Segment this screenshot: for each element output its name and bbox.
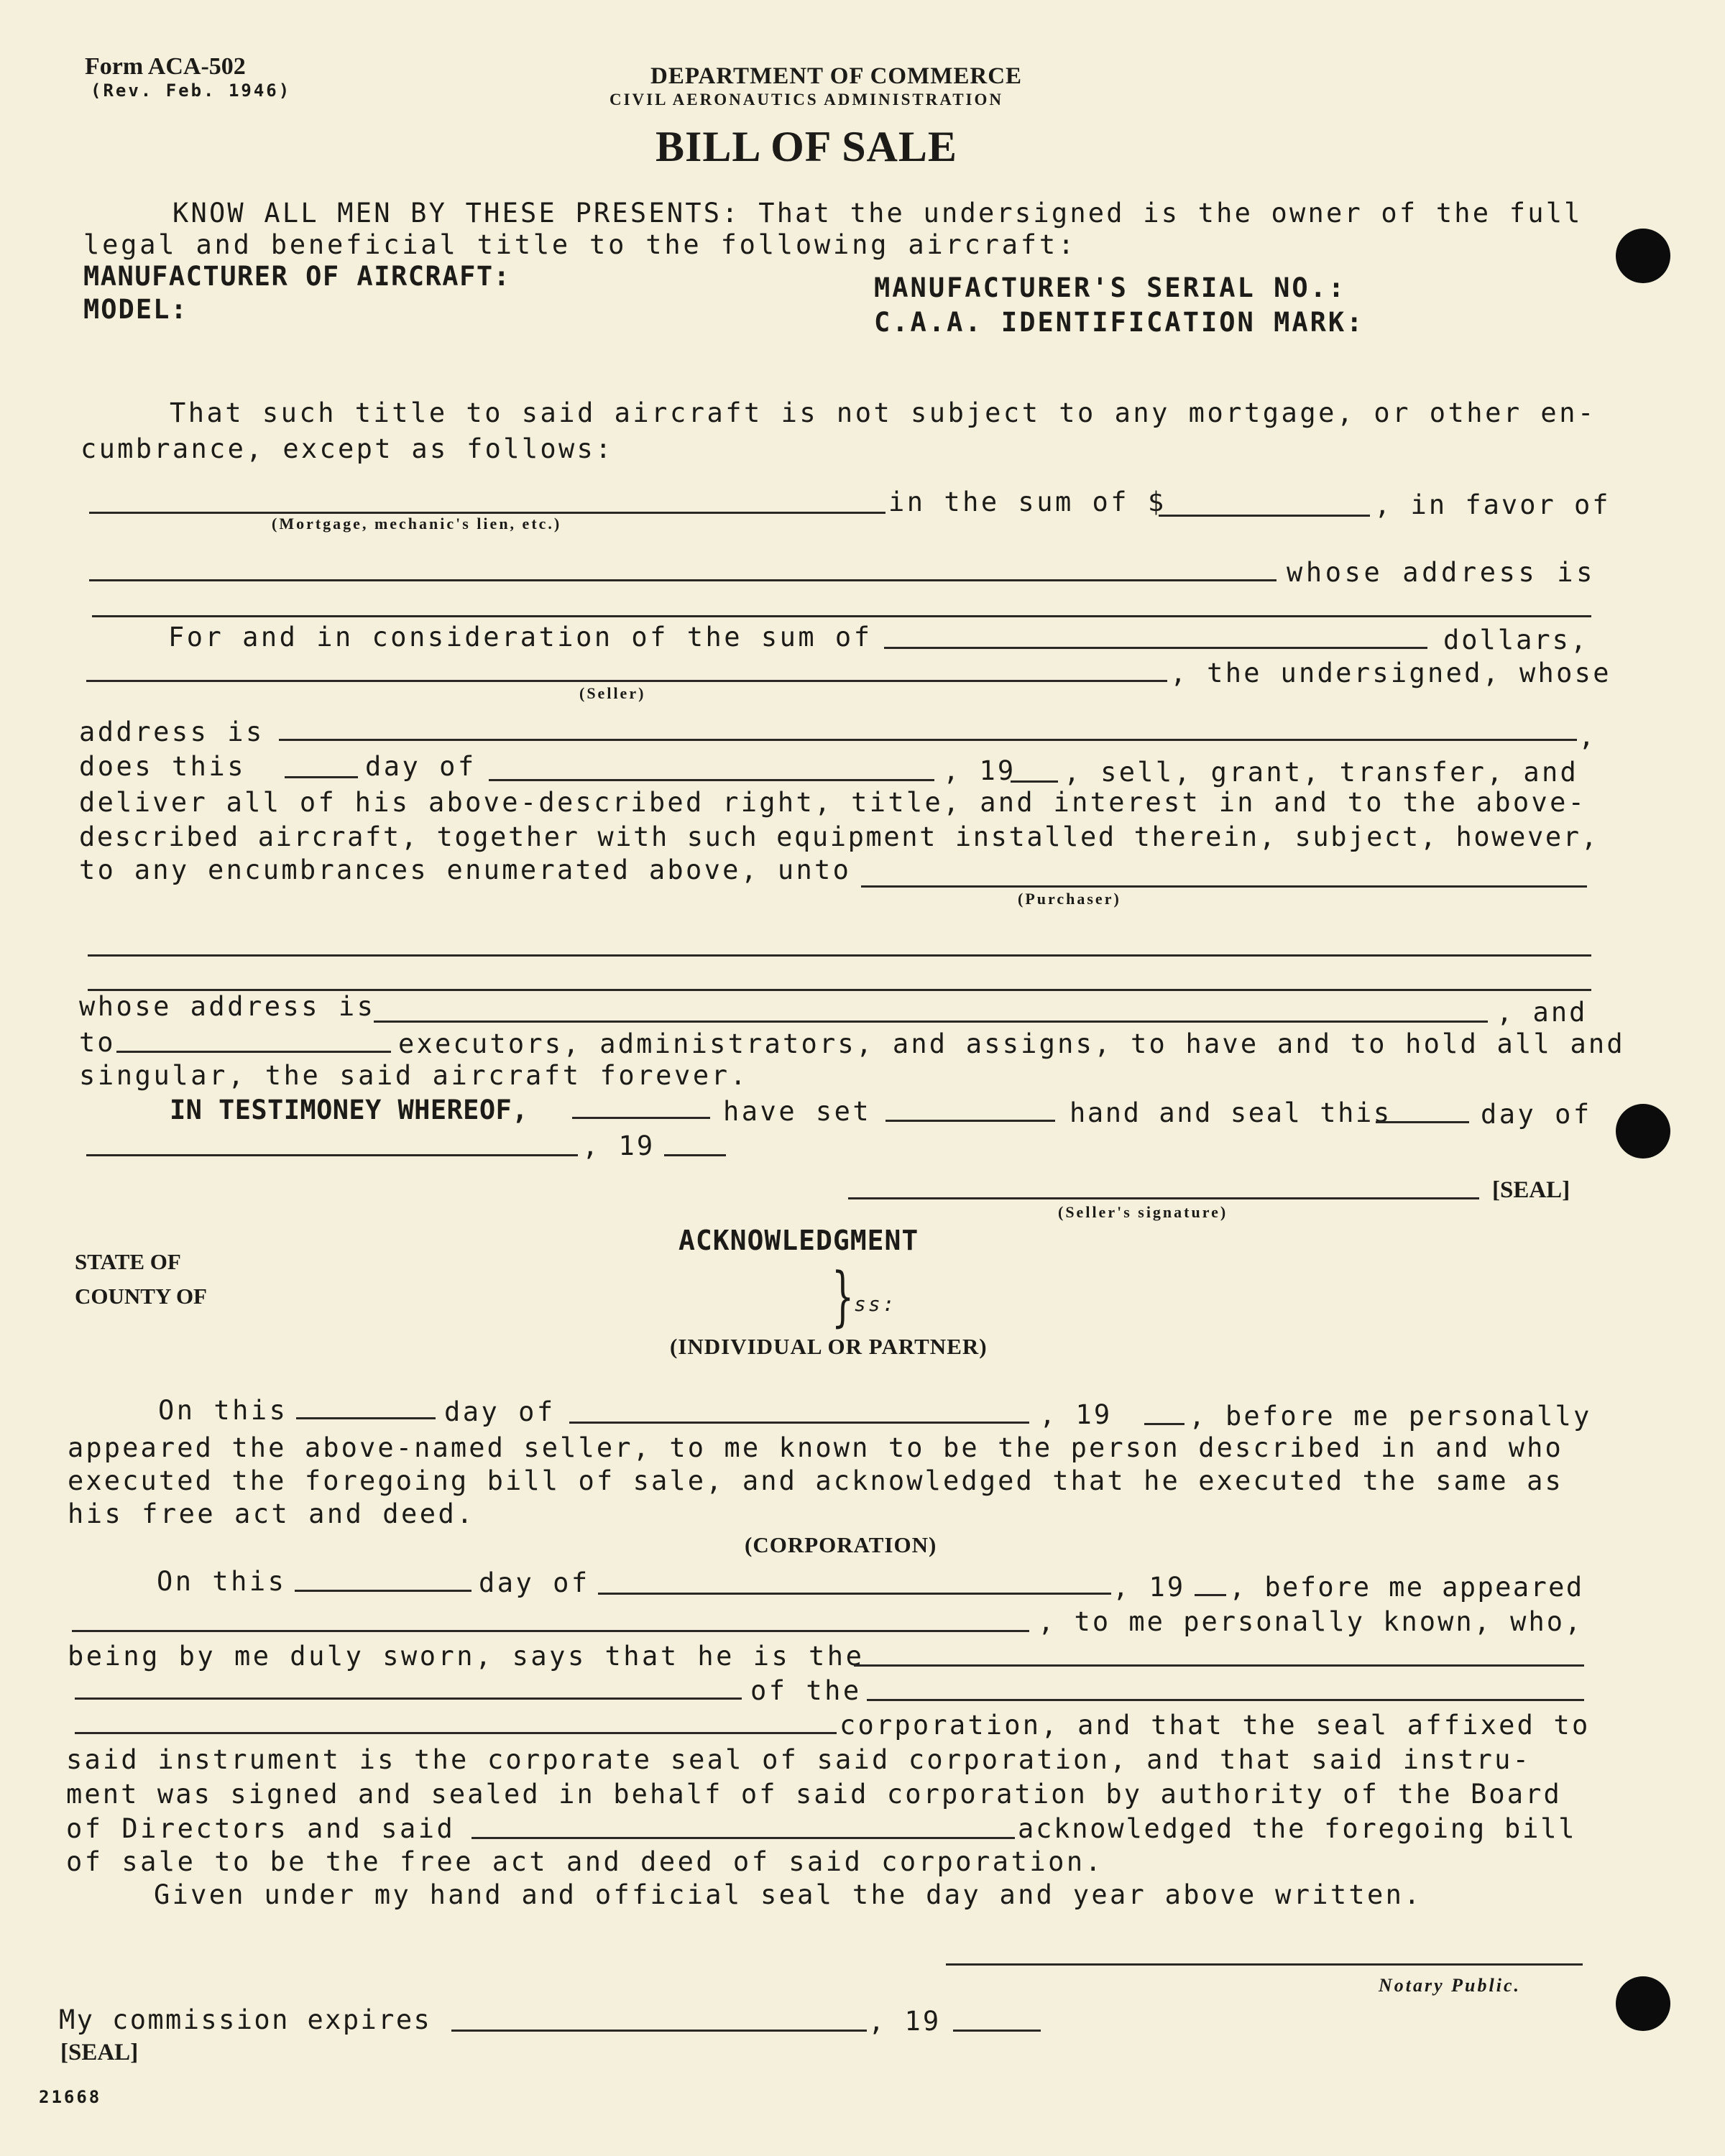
whose-address-label: whose address is	[1287, 557, 1596, 588]
encumbrance-amount-field[interactable]	[1159, 515, 1370, 517]
consideration-label: For and in consideration of the sum of	[168, 622, 873, 653]
to-label: to	[79, 1027, 116, 1058]
address-comma: ,	[1578, 721, 1596, 752]
ind-before-label: , before me personally	[1189, 1401, 1592, 1432]
testimony-year-field[interactable]	[664, 1154, 726, 1156]
ss-label: ss:	[854, 1292, 897, 1316]
notary-public-caption: Notary Public.	[1379, 1975, 1521, 1996]
encumbrance-line-2: cumbrance, except as follows:	[80, 433, 614, 464]
department-heading: DEPARTMENT OF COMMERCE	[650, 63, 1023, 89]
intro-line-2: legal and beneficial title to the following aircraft:	[83, 229, 1077, 260]
dollars-label: dollars,	[1443, 625, 1589, 655]
acknowledgment-title: ACKNOWLEDGMENT	[678, 1225, 919, 1256]
ind-line-2: appeared the above-named seller, to me known to be the person described in and who	[68, 1432, 1563, 1463]
sell-grant-label: , sell, grant, transfer, and	[1064, 757, 1579, 788]
corp-of-the-label: of the	[750, 1675, 862, 1706]
corp-name-field[interactable]	[867, 1699, 1584, 1701]
notary-signature-field[interactable]	[946, 1963, 1583, 1966]
purchaser-name-field[interactable]	[861, 885, 1587, 888]
notary-seal-label: [SEAL]	[60, 2040, 139, 2065]
ind-line-4: his free act and deed.	[68, 1498, 476, 1529]
consideration-amount-field[interactable]	[884, 647, 1427, 649]
lienholder-name-field[interactable]	[89, 579, 1276, 581]
manufacturer-label: MANUFACTURER OF AIRCRAFT:	[83, 261, 511, 292]
testimony-party-field[interactable]	[572, 1117, 710, 1119]
sale-year-prefix: , 19	[943, 755, 1016, 786]
commission-year-prefix: , 19	[868, 2006, 942, 2037]
individual-caption: (INDIVIDUAL OR PARTNER)	[670, 1334, 988, 1359]
testimony-year-prefix: , 19	[582, 1130, 656, 1161]
document-title: BILL OF SALE	[656, 123, 957, 170]
mortgage-type-field[interactable]	[89, 512, 886, 514]
corp-year-field[interactable]	[1195, 1594, 1226, 1596]
deliver-line: deliver all of his above-described right, title, and interest in and to the above-	[79, 787, 1587, 818]
purchaser-address-field[interactable]	[374, 1021, 1488, 1023]
testimony-day-of-label: day of	[1481, 1099, 1592, 1130]
corp-officer-name-field[interactable]	[72, 1630, 1029, 1632]
corp-officer-ack-field[interactable]	[472, 1837, 1015, 1839]
undersigned-label: , the undersigned, whose	[1170, 658, 1611, 688]
described-line: described aircraft, together with such equipment installed therein, subject, however,	[79, 821, 1599, 852]
corp-free-act-line: of sale to be the free act and deed of said corporation.	[66, 1846, 1104, 1877]
encumbrance-line-1: That such title to said aircraft is not subject to any mortgage, or other en-	[170, 397, 1596, 428]
purchaser-address-label: whose address is	[79, 991, 376, 1022]
corp-before-label: , before me appeared	[1229, 1572, 1584, 1603]
does-this-label: does this	[79, 751, 246, 782]
form-revision: (Rev. Feb. 1946)	[91, 80, 292, 101]
serial-number-label: MANUFACTURER'S SERIAL NO.:	[874, 272, 1347, 303]
agency-heading: CIVIL AERONAUTICS ADMINISTRATION	[610, 91, 1004, 109]
corp-corporation-label: corporation, and that the seal affixed to	[840, 1710, 1591, 1741]
sale-day-field[interactable]	[285, 776, 358, 778]
corp-instrument-line: said instrument is the corporate seal of said corporation, and that said instru-	[66, 1744, 1532, 1775]
corp-year-prefix: , 19	[1113, 1572, 1186, 1603]
corp-acknowledged-label: acknowledged the foregoing bill	[1018, 1813, 1577, 1844]
corp-day-field[interactable]	[295, 1590, 472, 1592]
in-favor-of-label: , in favor of	[1374, 489, 1611, 520]
seller-signature-caption: (Seller's signature)	[1058, 1203, 1228, 1221]
lienholder-address-field[interactable]	[92, 615, 1591, 617]
commission-year-field[interactable]	[953, 2030, 1041, 2032]
intro-line-1: KNOW ALL MEN BY THESE PRESENTS: That the undersigned is the owner of the full	[172, 198, 1583, 229]
testimony-label: IN TESTIMONEY WHEREOF,	[170, 1095, 528, 1125]
punch-hole	[1616, 1104, 1670, 1158]
seller-address-field[interactable]	[279, 739, 1577, 741]
seller-signature-field[interactable]	[848, 1197, 1479, 1199]
ind-month-field[interactable]	[569, 1422, 1029, 1424]
executors-line: executors, administrators, and assigns, to have and to hold all and	[398, 1028, 1625, 1059]
ind-year-prefix: , 19	[1039, 1399, 1113, 1430]
corp-name-cont-field[interactable]	[75, 1732, 837, 1734]
testimony-month-field[interactable]	[86, 1154, 578, 1156]
ind-on-this-label: On this	[158, 1395, 288, 1426]
state-of-label: STATE OF	[75, 1249, 181, 1274]
seller-address-label: address is	[79, 717, 264, 747]
seller-name-field[interactable]	[86, 680, 1167, 682]
hand-seal-label: hand and seal this	[1070, 1097, 1392, 1128]
ind-line-3: executed the foregoing bill of sale, and acknowledged that he executed the same as	[68, 1465, 1563, 1496]
corp-directors-label: of Directors and said	[66, 1813, 456, 1844]
seller-caption: (Seller)	[579, 684, 646, 702]
corp-officer-title-field[interactable]	[854, 1664, 1584, 1667]
ind-year-field[interactable]	[1144, 1423, 1184, 1425]
caa-mark-label: C.A.A. IDENTIFICATION MARK:	[874, 307, 1365, 338]
corp-month-field[interactable]	[598, 1593, 1111, 1595]
mortgage-caption: (Mortgage, mechanic's lien, etc.)	[272, 515, 562, 533]
commission-date-field[interactable]	[451, 2030, 867, 2032]
model-label: MODEL:	[83, 294, 188, 325]
corp-title-cont-field[interactable]	[75, 1697, 742, 1700]
form-number: Form ACA-502	[85, 53, 246, 80]
sum-label: in the sum of $	[888, 487, 1167, 517]
testimony-pronoun-field[interactable]	[886, 1120, 1055, 1122]
corp-on-this-label: On this	[157, 1566, 287, 1597]
print-code: 21668	[39, 2087, 102, 2107]
have-set-label: have set	[723, 1096, 872, 1127]
singular-line: singular, the said aircraft forever.	[79, 1060, 749, 1091]
ind-day-of-label: day of	[444, 1396, 556, 1427]
commission-label: My commission expires	[59, 2004, 432, 2035]
corp-signed-line: ment was signed and sealed in behalf of said corporation by authority of the Board	[66, 1779, 1562, 1810]
venue-brace: }	[831, 1259, 855, 1335]
sale-year-field[interactable]	[1011, 780, 1058, 783]
corp-day-of-label: day of	[479, 1567, 590, 1598]
punch-hole	[1616, 229, 1670, 283]
corp-sworn-label: being by me duly sworn, says that he is the	[68, 1641, 865, 1672]
given-line: Given under my hand and official seal the day and year above written.	[154, 1879, 1422, 1910]
punch-hole	[1616, 1976, 1670, 2031]
purchaser-pronoun-field[interactable]	[116, 1051, 391, 1053]
corp-known-label: , to me personally known, who,	[1038, 1606, 1583, 1637]
testimony-day-field[interactable]	[1376, 1121, 1469, 1123]
day-of-label: day of	[365, 751, 477, 782]
corporation-caption: (CORPORATION)	[745, 1532, 937, 1557]
seller-seal-label: [SEAL]	[1492, 1177, 1570, 1203]
and-label: , and	[1496, 997, 1588, 1028]
ind-day-field[interactable]	[296, 1417, 436, 1419]
sale-month-field[interactable]	[489, 779, 934, 781]
purchaser-caption: (Purchaser)	[1018, 890, 1121, 908]
purchaser-name-field-2[interactable]	[88, 954, 1591, 957]
county-of-label: COUNTY OF	[75, 1284, 207, 1309]
unto-line: to any encumbrances enumerated above, unto	[79, 854, 852, 885]
